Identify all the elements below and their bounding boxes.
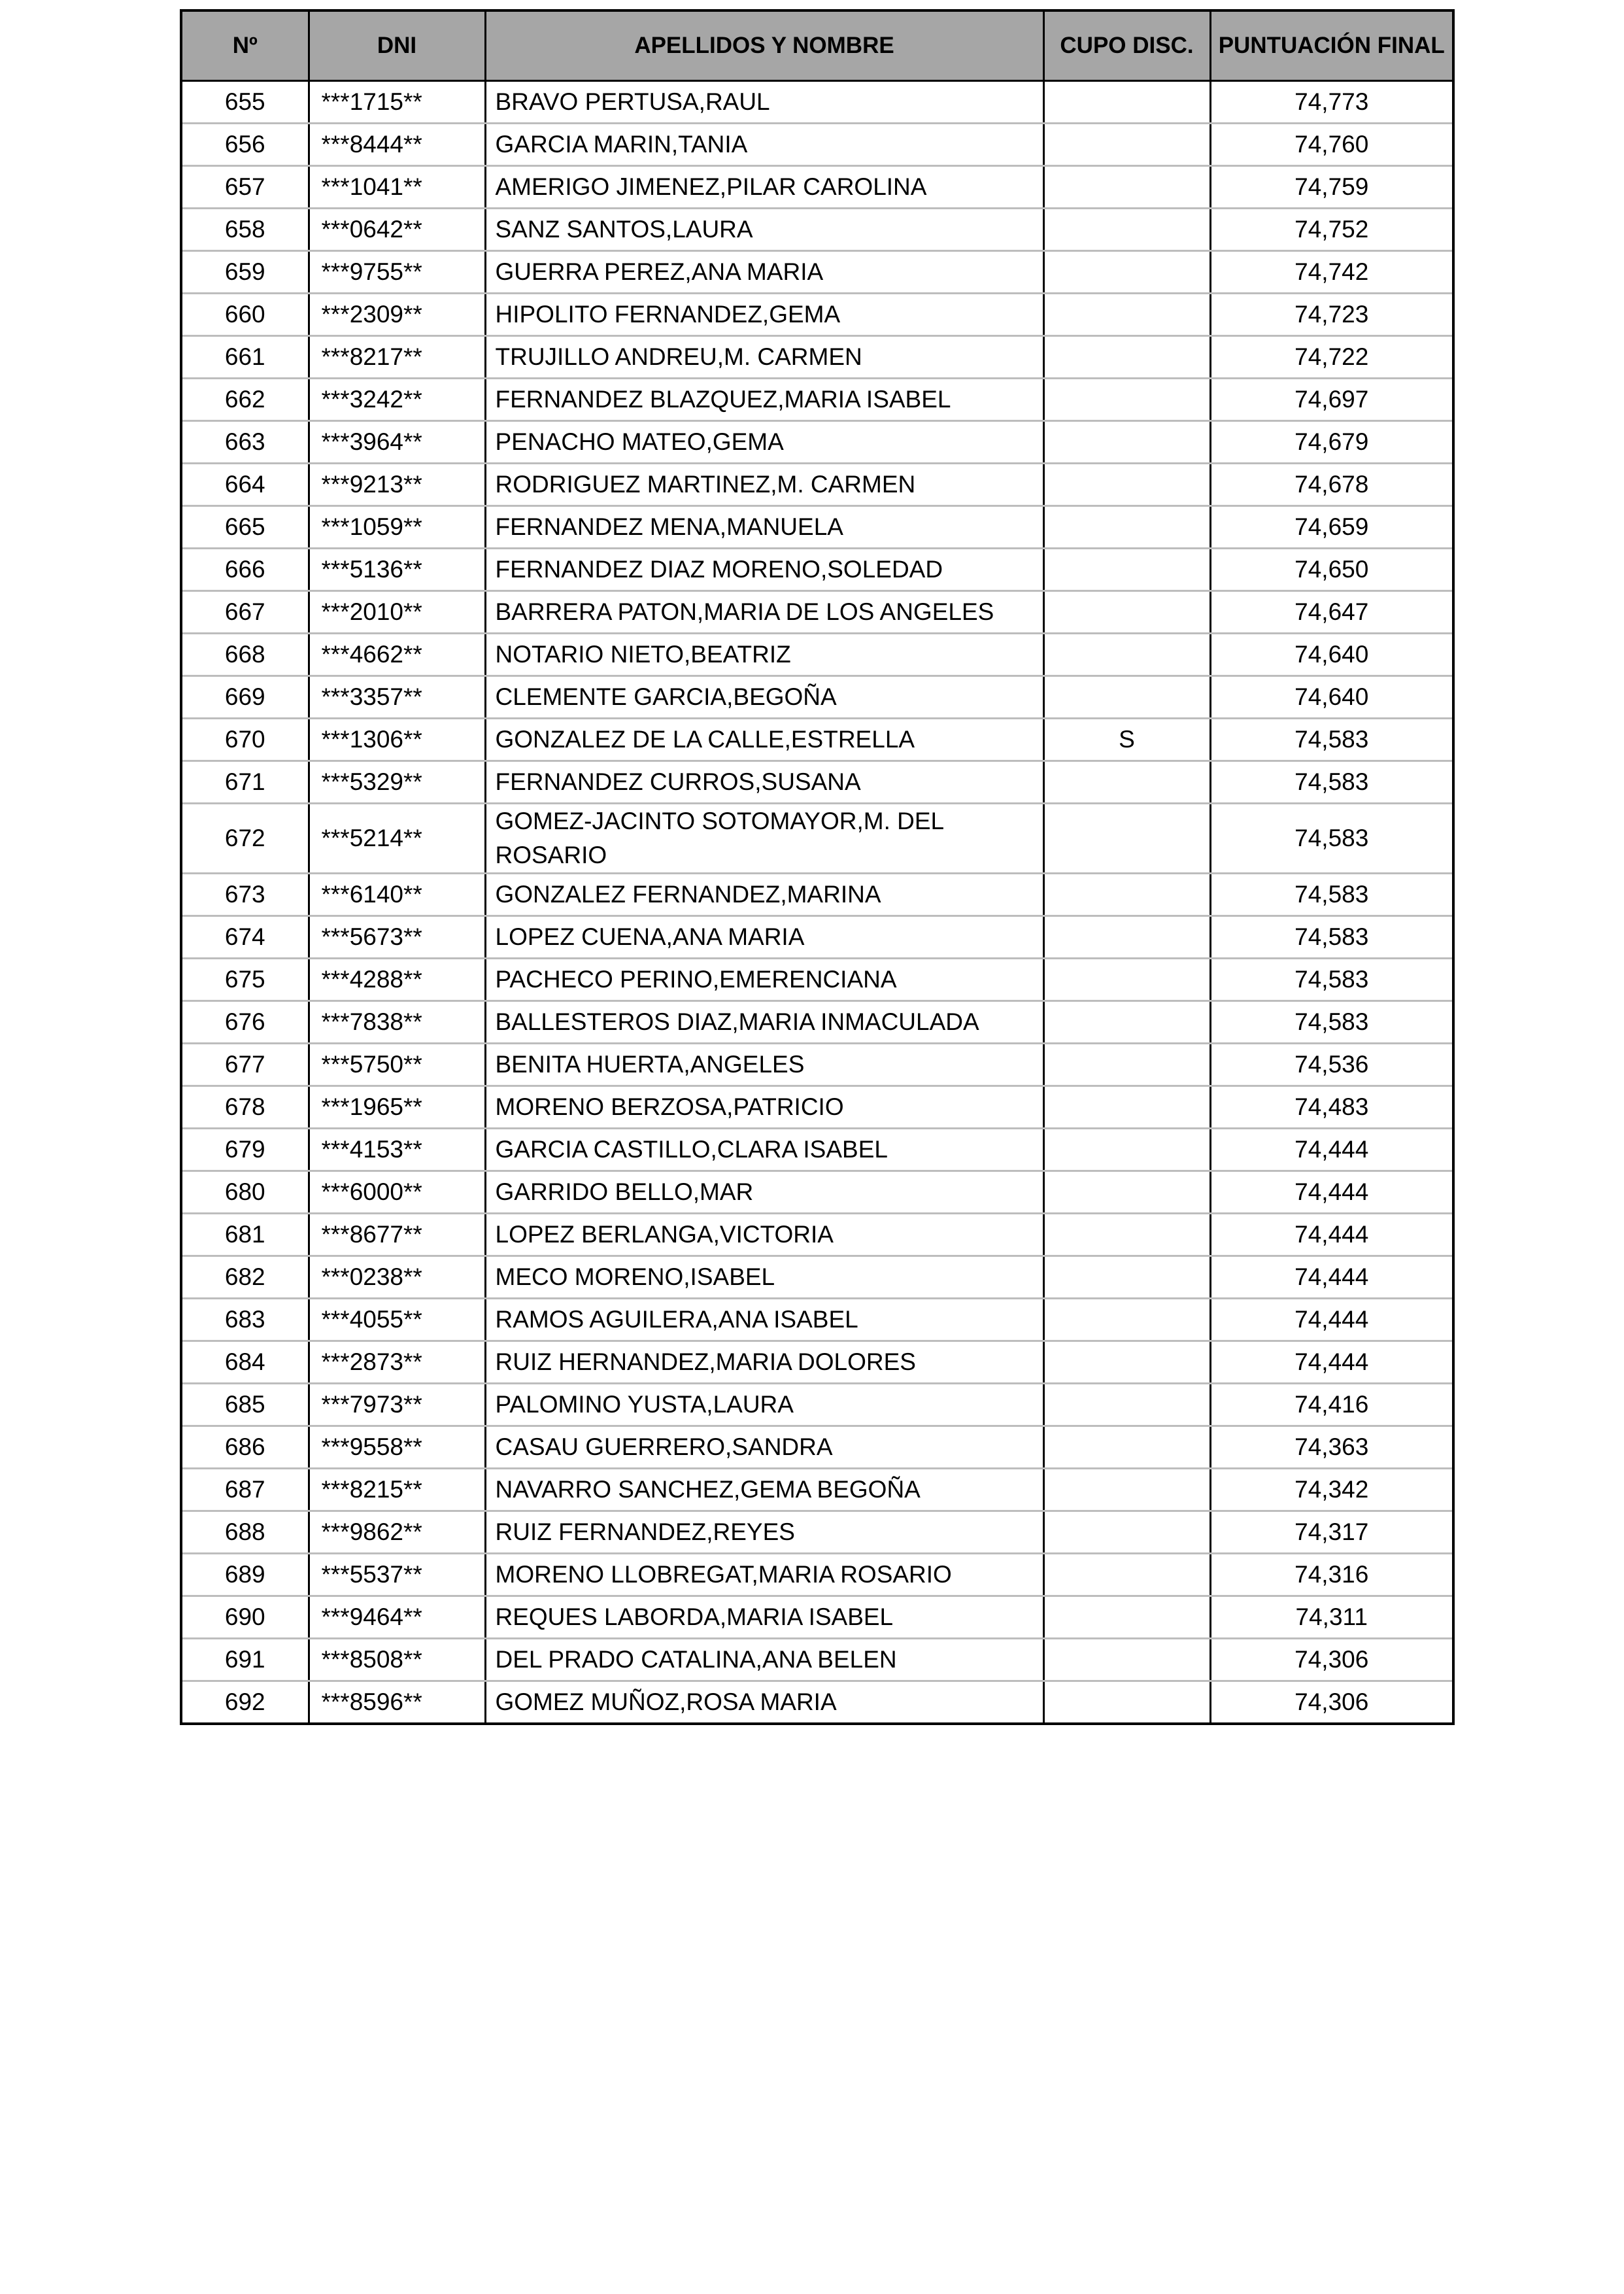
cell-no: 663 bbox=[181, 421, 309, 464]
cell-no: 657 bbox=[181, 166, 309, 209]
cell-no: 674 bbox=[181, 916, 309, 959]
table-row bbox=[181, 634, 1453, 676]
cell-score: 74,722 bbox=[1210, 336, 1453, 379]
cell-no: 677 bbox=[181, 1044, 309, 1086]
cell-score: 74,640 bbox=[1210, 634, 1453, 676]
cell-name: CASAU GUERRERO,SANDRA bbox=[485, 1426, 1043, 1469]
cell-name: GOMEZ MUÑOZ,ROSA MARIA bbox=[485, 1681, 1043, 1724]
cell-no: 684 bbox=[181, 1341, 309, 1384]
cell-dni: ***8508** bbox=[309, 1639, 485, 1681]
cell-dni: ***1041** bbox=[309, 166, 485, 209]
cell-dni: ***4662** bbox=[309, 634, 485, 676]
cell-name: SANZ SANTOS,LAURA bbox=[485, 209, 1043, 251]
cell-no: 658 bbox=[181, 209, 309, 251]
cell-cupo-disc bbox=[1043, 379, 1210, 421]
cell-dni: ***2873** bbox=[309, 1341, 485, 1384]
cell-dni: ***4153** bbox=[309, 1129, 485, 1171]
cell-name: RAMOS AGUILERA,ANA ISABEL bbox=[485, 1299, 1043, 1341]
cell-dni: ***3964** bbox=[309, 421, 485, 464]
header-score: PUNTUACIÓN FINAL bbox=[1210, 10, 1453, 81]
table-row bbox=[181, 336, 1453, 379]
cell-dni: ***2309** bbox=[309, 294, 485, 336]
cell-dni: ***0642** bbox=[309, 209, 485, 251]
cell-score: 74,317 bbox=[1210, 1511, 1453, 1554]
cell-name: CLEMENTE GARCIA,BEGOÑA bbox=[485, 676, 1043, 719]
table-row bbox=[181, 1129, 1453, 1171]
results-table bbox=[180, 9, 1455, 1725]
table-row bbox=[181, 124, 1453, 166]
cell-score: 74,583 bbox=[1210, 959, 1453, 1001]
cell-cupo-disc bbox=[1043, 124, 1210, 166]
table-row bbox=[181, 294, 1453, 336]
cell-dni: ***1306** bbox=[309, 719, 485, 761]
cell-dni: ***8596** bbox=[309, 1681, 485, 1724]
table-row bbox=[181, 761, 1453, 804]
cell-dni: ***1965** bbox=[309, 1086, 485, 1129]
cell-name: BRAVO PERTUSA,RAUL bbox=[485, 81, 1043, 124]
cell-dni: ***4288** bbox=[309, 959, 485, 1001]
header-cupo: CUPO DISC. bbox=[1043, 10, 1210, 81]
table-row bbox=[181, 874, 1453, 916]
cell-cupo-disc bbox=[1043, 1426, 1210, 1469]
cell-name: NAVARRO SANCHEZ,GEMA BEGOÑA bbox=[485, 1469, 1043, 1511]
table-row bbox=[181, 209, 1453, 251]
table-body bbox=[181, 81, 1453, 1724]
cell-cupo-disc bbox=[1043, 464, 1210, 506]
table-row bbox=[181, 1256, 1453, 1299]
cell-name: AMERIGO JIMENEZ,PILAR CAROLINA bbox=[485, 166, 1043, 209]
table-row bbox=[181, 1511, 1453, 1554]
cell-score: 74,483 bbox=[1210, 1086, 1453, 1129]
table-row bbox=[181, 1001, 1453, 1044]
cell-dni: ***4055** bbox=[309, 1299, 485, 1341]
cell-score: 74,444 bbox=[1210, 1256, 1453, 1299]
header-dni: DNI bbox=[309, 10, 485, 81]
cell-cupo-disc bbox=[1043, 1129, 1210, 1171]
cell-cupo-disc bbox=[1043, 294, 1210, 336]
cell-name: MORENO BERZOSA,PATRICIO bbox=[485, 1086, 1043, 1129]
cell-cupo-disc bbox=[1043, 1086, 1210, 1129]
cell-no: 685 bbox=[181, 1384, 309, 1426]
table-header bbox=[181, 10, 1453, 81]
cell-name: HIPOLITO FERNANDEZ,GEMA bbox=[485, 294, 1043, 336]
cell-cupo-disc bbox=[1043, 1511, 1210, 1554]
cell-cupo-disc bbox=[1043, 251, 1210, 294]
table-row bbox=[181, 1426, 1453, 1469]
cell-name: GARCIA MARIN,TANIA bbox=[485, 124, 1043, 166]
table-row bbox=[181, 1214, 1453, 1256]
table-row bbox=[181, 1596, 1453, 1639]
cell-name: PACHECO PERINO,EMERENCIANA bbox=[485, 959, 1043, 1001]
cell-dni: ***1059** bbox=[309, 506, 485, 549]
cell-score: 74,444 bbox=[1210, 1341, 1453, 1384]
cell-score: 74,640 bbox=[1210, 676, 1453, 719]
cell-dni: ***8215** bbox=[309, 1469, 485, 1511]
cell-no: 675 bbox=[181, 959, 309, 1001]
cell-name: LOPEZ BERLANGA,VICTORIA bbox=[485, 1214, 1043, 1256]
cell-cupo-disc bbox=[1043, 1214, 1210, 1256]
cell-no: 668 bbox=[181, 634, 309, 676]
cell-score: 74,306 bbox=[1210, 1639, 1453, 1681]
table-row bbox=[181, 81, 1453, 124]
cell-no: 688 bbox=[181, 1511, 309, 1554]
cell-cupo-disc bbox=[1043, 676, 1210, 719]
table-row bbox=[181, 506, 1453, 549]
cell-score: 74,678 bbox=[1210, 464, 1453, 506]
cell-score: 74,697 bbox=[1210, 379, 1453, 421]
cell-score: 74,342 bbox=[1210, 1469, 1453, 1511]
cell-cupo-disc bbox=[1043, 959, 1210, 1001]
cell-name: LOPEZ CUENA,ANA MARIA bbox=[485, 916, 1043, 959]
cell-name: PENACHO MATEO,GEMA bbox=[485, 421, 1043, 464]
cell-cupo-disc bbox=[1043, 804, 1210, 874]
table-row bbox=[181, 1469, 1453, 1511]
cell-name: TRUJILLO ANDREU,M. CARMEN bbox=[485, 336, 1043, 379]
cell-no: 661 bbox=[181, 336, 309, 379]
cell-cupo-disc bbox=[1043, 1681, 1210, 1724]
cell-dni: ***5673** bbox=[309, 916, 485, 959]
cell-score: 74,316 bbox=[1210, 1554, 1453, 1596]
cell-cupo-disc bbox=[1043, 1639, 1210, 1681]
cell-name: GOMEZ-JACINTO SOTOMAYOR,M. DEL ROSARIO bbox=[485, 804, 1043, 874]
cell-score: 74,444 bbox=[1210, 1214, 1453, 1256]
cell-cupo-disc bbox=[1043, 209, 1210, 251]
table-row bbox=[181, 421, 1453, 464]
cell-no: 669 bbox=[181, 676, 309, 719]
cell-score: 74,742 bbox=[1210, 251, 1453, 294]
cell-score: 74,583 bbox=[1210, 804, 1453, 874]
cell-no: 680 bbox=[181, 1171, 309, 1214]
cell-no: 660 bbox=[181, 294, 309, 336]
cell-no: 690 bbox=[181, 1596, 309, 1639]
cell-no: 671 bbox=[181, 761, 309, 804]
cell-score: 74,306 bbox=[1210, 1681, 1453, 1724]
cell-name: GARCIA CASTILLO,CLARA ISABEL bbox=[485, 1129, 1043, 1171]
cell-cupo-disc bbox=[1043, 1171, 1210, 1214]
cell-score: 74,363 bbox=[1210, 1426, 1453, 1469]
cell-no: 678 bbox=[181, 1086, 309, 1129]
cell-dni: ***3357** bbox=[309, 676, 485, 719]
cell-name: FERNANDEZ MENA,MANUELA bbox=[485, 506, 1043, 549]
cell-score: 74,752 bbox=[1210, 209, 1453, 251]
cell-dni: ***3242** bbox=[309, 379, 485, 421]
cell-cupo-disc bbox=[1043, 1044, 1210, 1086]
cell-score: 74,583 bbox=[1210, 761, 1453, 804]
cell-dni: ***9755** bbox=[309, 251, 485, 294]
cell-cupo-disc bbox=[1043, 336, 1210, 379]
cell-no: 683 bbox=[181, 1299, 309, 1341]
table-row bbox=[181, 166, 1453, 209]
cell-dni: ***2010** bbox=[309, 591, 485, 634]
cell-dni: ***5329** bbox=[309, 761, 485, 804]
cell-cupo-disc bbox=[1043, 916, 1210, 959]
cell-score: 74,311 bbox=[1210, 1596, 1453, 1639]
cell-score: 74,650 bbox=[1210, 549, 1453, 591]
table-row bbox=[181, 1044, 1453, 1086]
cell-name: PALOMINO YUSTA,LAURA bbox=[485, 1384, 1043, 1426]
cell-dni: ***9464** bbox=[309, 1596, 485, 1639]
cell-cupo-disc bbox=[1043, 1554, 1210, 1596]
cell-no: 687 bbox=[181, 1469, 309, 1511]
cell-no: 664 bbox=[181, 464, 309, 506]
cell-score: 74,583 bbox=[1210, 874, 1453, 916]
cell-cupo-disc bbox=[1043, 1384, 1210, 1426]
cell-cupo-disc bbox=[1043, 1596, 1210, 1639]
cell-score: 74,723 bbox=[1210, 294, 1453, 336]
cell-no: 691 bbox=[181, 1639, 309, 1681]
cell-score: 74,773 bbox=[1210, 81, 1453, 124]
cell-name: BALLESTEROS DIAZ,MARIA INMACULADA bbox=[485, 1001, 1043, 1044]
cell-cupo-disc: S bbox=[1043, 719, 1210, 761]
cell-cupo-disc bbox=[1043, 1256, 1210, 1299]
cell-cupo-disc bbox=[1043, 1469, 1210, 1511]
cell-no: 662 bbox=[181, 379, 309, 421]
cell-no: 667 bbox=[181, 591, 309, 634]
cell-dni: ***7973** bbox=[309, 1384, 485, 1426]
cell-cupo-disc bbox=[1043, 1299, 1210, 1341]
cell-name: GONZALEZ FERNANDEZ,MARINA bbox=[485, 874, 1043, 916]
table-row bbox=[181, 804, 1453, 874]
cell-dni: ***6000** bbox=[309, 1171, 485, 1214]
table-row bbox=[181, 1086, 1453, 1129]
cell-cupo-disc bbox=[1043, 506, 1210, 549]
cell-name: RUIZ FERNANDEZ,REYES bbox=[485, 1511, 1043, 1554]
cell-score: 74,444 bbox=[1210, 1171, 1453, 1214]
table-row bbox=[181, 591, 1453, 634]
cell-name: DEL PRADO CATALINA,ANA BELEN bbox=[485, 1639, 1043, 1681]
cell-dni: ***8217** bbox=[309, 336, 485, 379]
cell-name: GUERRA PEREZ,ANA MARIA bbox=[485, 251, 1043, 294]
cell-dni: ***9558** bbox=[309, 1426, 485, 1469]
cell-name: MORENO LLOBREGAT,MARIA ROSARIO bbox=[485, 1554, 1043, 1596]
cell-no: 655 bbox=[181, 81, 309, 124]
cell-name: FERNANDEZ DIAZ MORENO,SOLEDAD bbox=[485, 549, 1043, 591]
cell-name: GONZALEZ DE LA CALLE,ESTRELLA bbox=[485, 719, 1043, 761]
table-row bbox=[181, 1341, 1453, 1384]
cell-cupo-disc bbox=[1043, 634, 1210, 676]
cell-score: 74,583 bbox=[1210, 916, 1453, 959]
cell-name: FERNANDEZ BLAZQUEZ,MARIA ISABEL bbox=[485, 379, 1043, 421]
cell-score: 74,444 bbox=[1210, 1299, 1453, 1341]
table-row bbox=[181, 1299, 1453, 1341]
cell-cupo-disc bbox=[1043, 1341, 1210, 1384]
cell-score: 74,444 bbox=[1210, 1129, 1453, 1171]
cell-no: 686 bbox=[181, 1426, 309, 1469]
cell-dni: ***5214** bbox=[309, 804, 485, 874]
cell-name: NOTARIO NIETO,BEATRIZ bbox=[485, 634, 1043, 676]
cell-no: 666 bbox=[181, 549, 309, 591]
cell-no: 681 bbox=[181, 1214, 309, 1256]
cell-score: 74,583 bbox=[1210, 719, 1453, 761]
cell-cupo-disc bbox=[1043, 81, 1210, 124]
cell-dni: ***5750** bbox=[309, 1044, 485, 1086]
cell-score: 74,416 bbox=[1210, 1384, 1453, 1426]
cell-cupo-disc bbox=[1043, 874, 1210, 916]
table-row bbox=[181, 719, 1453, 761]
table-row bbox=[181, 1639, 1453, 1681]
cell-no: 692 bbox=[181, 1681, 309, 1724]
cell-dni: ***9213** bbox=[309, 464, 485, 506]
cell-cupo-disc bbox=[1043, 421, 1210, 464]
cell-no: 659 bbox=[181, 251, 309, 294]
header-no: Nº bbox=[181, 10, 309, 81]
cell-no: 676 bbox=[181, 1001, 309, 1044]
cell-cupo-disc bbox=[1043, 591, 1210, 634]
cell-score: 74,536 bbox=[1210, 1044, 1453, 1086]
cell-cupo-disc bbox=[1043, 549, 1210, 591]
cell-name: BARRERA PATON,MARIA DE LOS ANGELES bbox=[485, 591, 1043, 634]
cell-score: 74,583 bbox=[1210, 1001, 1453, 1044]
cell-dni: ***0238** bbox=[309, 1256, 485, 1299]
cell-dni: ***8444** bbox=[309, 124, 485, 166]
table-row bbox=[181, 959, 1453, 1001]
header-row bbox=[181, 10, 1453, 81]
table-row bbox=[181, 1384, 1453, 1426]
cell-score: 74,659 bbox=[1210, 506, 1453, 549]
header-name: APELLIDOS Y NOMBRE bbox=[485, 10, 1043, 81]
cell-no: 689 bbox=[181, 1554, 309, 1596]
cell-no: 656 bbox=[181, 124, 309, 166]
cell-dni: ***5136** bbox=[309, 549, 485, 591]
cell-cupo-disc bbox=[1043, 166, 1210, 209]
cell-no: 682 bbox=[181, 1256, 309, 1299]
cell-no: 670 bbox=[181, 719, 309, 761]
cell-name: BENITA HUERTA,ANGELES bbox=[485, 1044, 1043, 1086]
cell-score: 74,647 bbox=[1210, 591, 1453, 634]
table-row bbox=[181, 549, 1453, 591]
table-row bbox=[181, 1681, 1453, 1724]
cell-name: REQUES LABORDA,MARIA ISABEL bbox=[485, 1596, 1043, 1639]
cell-no: 673 bbox=[181, 874, 309, 916]
cell-score: 74,759 bbox=[1210, 166, 1453, 209]
table-row bbox=[181, 676, 1453, 719]
table-row bbox=[181, 1554, 1453, 1596]
cell-cupo-disc bbox=[1043, 1001, 1210, 1044]
table-row bbox=[181, 251, 1453, 294]
table-row bbox=[181, 464, 1453, 506]
cell-dni: ***5537** bbox=[309, 1554, 485, 1596]
table-row bbox=[181, 1171, 1453, 1214]
table-row bbox=[181, 379, 1453, 421]
cell-dni: ***8677** bbox=[309, 1214, 485, 1256]
cell-score: 74,760 bbox=[1210, 124, 1453, 166]
cell-no: 672 bbox=[181, 804, 309, 874]
cell-no: 679 bbox=[181, 1129, 309, 1171]
cell-dni: ***7838** bbox=[309, 1001, 485, 1044]
cell-dni: ***6140** bbox=[309, 874, 485, 916]
cell-dni: ***9862** bbox=[309, 1511, 485, 1554]
cell-cupo-disc bbox=[1043, 761, 1210, 804]
cell-name: MECO MORENO,ISABEL bbox=[485, 1256, 1043, 1299]
table-row bbox=[181, 916, 1453, 959]
cell-dni: ***1715** bbox=[309, 81, 485, 124]
cell-name: RUIZ HERNANDEZ,MARIA DOLORES bbox=[485, 1341, 1043, 1384]
cell-no: 665 bbox=[181, 506, 309, 549]
cell-name: FERNANDEZ CURROS,SUSANA bbox=[485, 761, 1043, 804]
cell-score: 74,679 bbox=[1210, 421, 1453, 464]
cell-name: GARRIDO BELLO,MAR bbox=[485, 1171, 1043, 1214]
cell-name: RODRIGUEZ MARTINEZ,M. CARMEN bbox=[485, 464, 1043, 506]
